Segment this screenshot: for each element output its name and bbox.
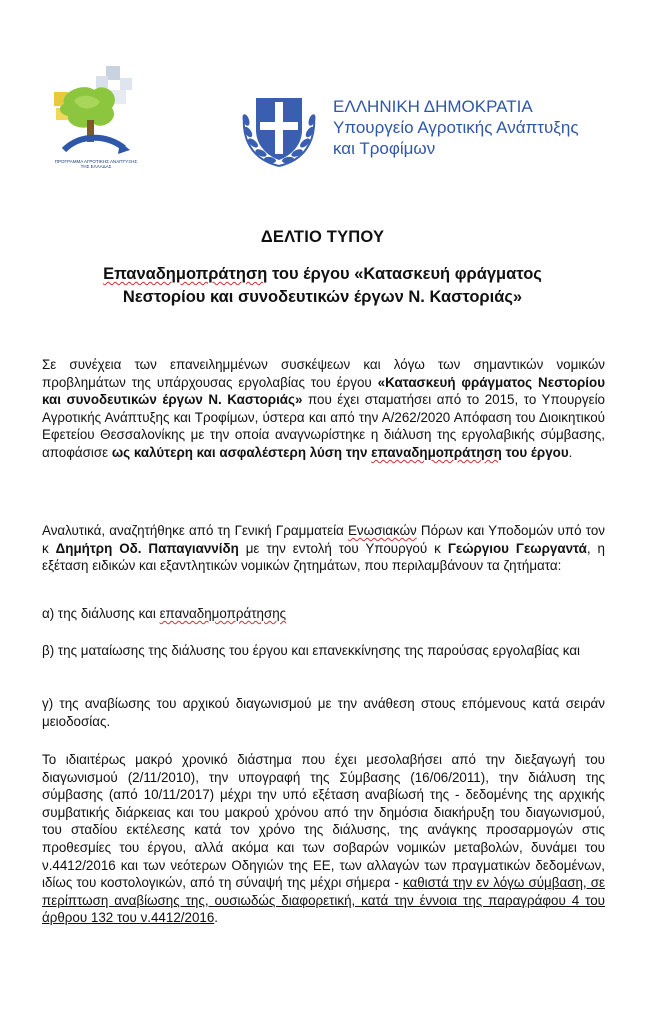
- p1-decision-end: του έργου: [501, 444, 569, 460]
- list-item-b: β) της ματαίωσης της διάλυσης του έργου και επανεκκίνησης της παρούσας εργολαβίας και: [42, 643, 581, 658]
- p2-text-b: Πόρων και Υποδομών υπό τον κ: [42, 523, 605, 556]
- paragraph-1: [42, 356, 605, 462]
- subtitle-line-2: Νεστορίου και συνοδευτικών έργων Ν. Καστοριάς»: [122, 288, 523, 306]
- document-title: ΔΕΛΤΙΟ ΤΥΠΟΥ: [260, 228, 385, 246]
- ministry-line-2: Υπουργείο Αγροτικής Ανάπτυξης: [333, 118, 579, 137]
- p1-decision: ως καλύτερη και ασφαλέστερη λύση την: [111, 444, 372, 460]
- subtitle-line-1: του έργου «Κατασκευή φράγματος: [267, 265, 542, 283]
- item-a-keyword: επαναδημοπράτησης: [159, 606, 287, 621]
- p2-text-a: Αναλυτικά, αναζητήθηκε από τη Γενική Γραμματεία: [42, 523, 348, 538]
- ministry-line-1: ΕΛΛΗΝΙΚΗ ΔΗΜΟΚΡΑΤΙΑ: [333, 97, 533, 116]
- rural-development-programme-logo: [50, 64, 140, 174]
- logo-caption: [48, 159, 144, 169]
- logo-caption-line-1: ΠΡΟΓΡΑΜΜΑ ΑΓΡΟΤΙΚΗΣ ΑΝΑΠΤΥΞΗΣ: [54, 159, 138, 164]
- subtitle-keyword: Επαναδημοπράτηση: [103, 265, 268, 283]
- p1-text-b: που έχει σταματήσει από το 2015, το Υπουργείο Αγροτικής Ανάπτυξης και Τροφίμων, ύστερα και από την Α/262/2020 Απόφαση του Διοικητικού Εφετείου Θεσσαλονίκης με την οποία αναγνωρίστηκε η διάλυση της εργολαβικής σύμβασης, αποφάσισε: [42, 392, 605, 460]
- p2-minister-name: Γεώργιου Γεωργαντά: [447, 540, 587, 556]
- p1-project-name: «Κατασκευή φράγματος Νεστορίου και συνοδευτικών έργων Ν. Καστοριάς»: [42, 374, 605, 408]
- item-a-text: α) της διάλυσης και: [42, 606, 160, 621]
- greek-state-emblem-icon: [238, 86, 320, 172]
- p2-secretary-name: Δημήτρη Οδ. Παπαγιαννίδη: [55, 540, 239, 556]
- ministry-line-3: και Τροφίμων: [333, 139, 436, 158]
- p2-text-d: , η εξέταση ειδικών και εξαντλητικών νομικών ζητημάτων, που περιλαμβάνουν τα ζητήματα:: [42, 540, 605, 574]
- ministry-name: [333, 96, 579, 159]
- p3-underlined-text: καθιστά την εν λόγω σύμβαση, σε περίπτωση αναβίωσης της, ουσιωδώς διαφορετική, κατά την έννοια της παραγράφου 4 του άρθρου 132 του ν.4412/2016: [42, 875, 605, 926]
- p1-text-a: Σε συνέχεια των επανειλημμένων συσκέψεων και λόγω των σημαντικών νομικών προβλημάτων της υπάρχουσας εργολαβίας του έργου: [42, 357, 605, 390]
- p3-text-a: Το ιδιαιτέρως μακρό χρονικό διάστημα που έχει μεσολαβήσει από την διεξαγωγή του διαγωνισμού (2/11/2010), την υπογραφή της Σύμβασης (16/06/2011), την διάλυση της σύμβασης (από 10/11/2017) μέχρι την υπό εξέταση αναβίωσή της - δεδομένης της αρχικής συμβατικής διάρκειας και του μακρού χρόνου από την δημόσια διακήρυξη του διαγωνισμού, του σταδίου εκτέλεσης κατά τον χρόνο της διάλυσης, της ανάγκης προσαρμογών στις προθεσμίες του έργου, αλλά ακόμα και των σοβαρών νομικών μεταβολών, δυνάμει του ν.4412/2016 και των νεότερων Οδηγιών της ΕΕ, των αλλαγών των πραγματικών δεδομένων, ιδίως του κοστολογικών, από τη σύναψή της μέχρι σήμερα -: [42, 752, 605, 891]
- list-item-a: [42, 605, 605, 623]
- logo-caption-line-2: ΤΗΣ ΕΛΛΑΔΑΣ: [80, 164, 112, 169]
- p1-period: .: [568, 444, 573, 460]
- document-subtitle: [40, 263, 605, 309]
- list-item-c: γ) της αναβίωσης του αρχικού διαγωνισμού με την ανάθεση στους επόμενους κατά σειράν μειοδοσίας.: [42, 696, 605, 729]
- p3-period: .: [214, 910, 219, 926]
- paragraph-2: [42, 522, 605, 575]
- p2-text-c: με την εντολή του Υπουργού κ: [238, 540, 448, 556]
- p2-keyword: Ενωσιακών: [347, 523, 417, 538]
- paragraph-3: [42, 751, 605, 927]
- p1-keyword: επαναδημοπράτηση: [371, 444, 502, 460]
